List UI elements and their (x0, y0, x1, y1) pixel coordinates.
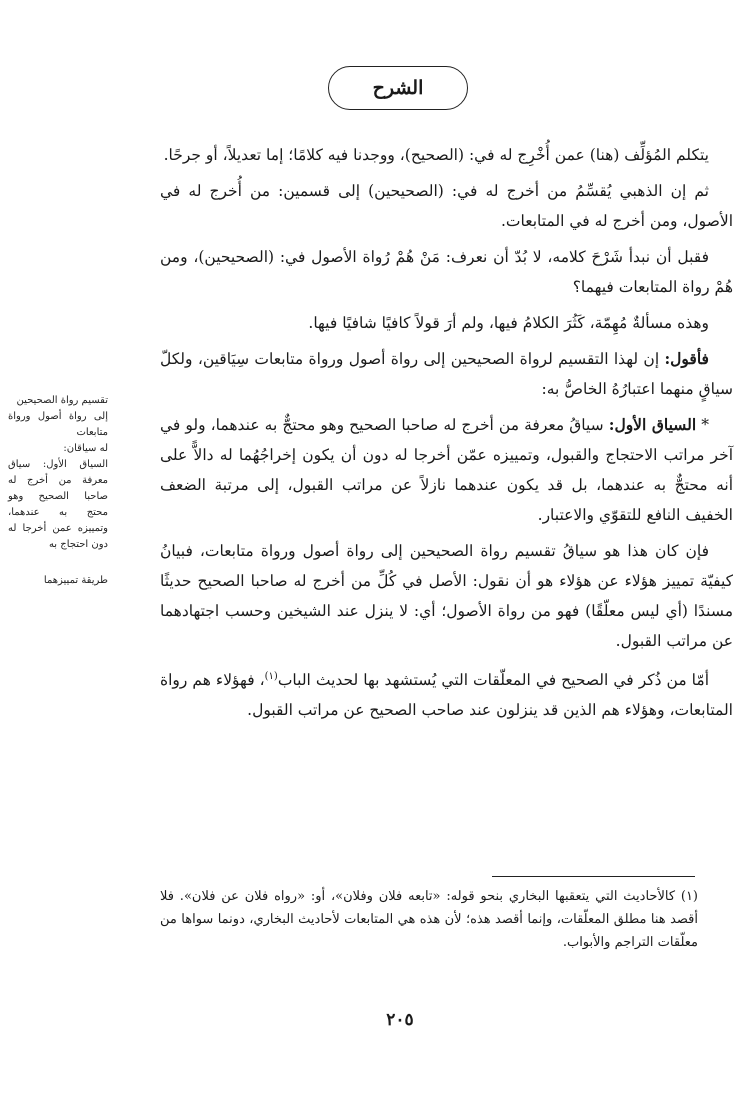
paragraph-6-body: سياقُ معرفة من أخرج له صاحبا الصحيح وهو محتجٌّ به عندهما، ولو في آخر مراتب الاحتجاج والقبول، وتمييزه عمّن أخرجا له دون أن يكون إخراجُهُما له دالاًّ على أنه محتجٌّ به عندهما، بل قد يكون عندهما نازلاً عن مراتب القبول، إلى مرتبة الضعف الخفيف النافع للتقوّي والاعتبار. (160, 416, 733, 524)
margin-note-line-1: تقسيم رواة الصحيحين (16, 395, 108, 406)
paragraph-1: يتكلم المُؤلِّف (هنا) عمن أُخْرِج له في: (الصحيح)، ووجدنا فيه كلامًا؛ إما تعديلاً، أو جرحًا. (163, 146, 709, 164)
paragraph-6 (160, 410, 733, 530)
margin-note-line-5: طريقة تمييزهما (43, 575, 108, 586)
footnote: (١) كالأحاديث التي يتعقبها البخاري بنحو قوله: «تابعه فلان وفلان»، أو: «رواه فلان عن فلان». فلا أقصد هنا مطلق المعلّقات، وإنما أقصد هذه؛ لأن هذه هي المتابعات لأحاديث البخاري، دونما سواها من معلّقات التراجم والأبواب. (160, 889, 698, 950)
margin-note (8, 393, 108, 589)
paragraph-5 (160, 344, 733, 404)
paragraph-8-b: ، فهؤلاء هم رواة المتابعات، وهؤلاء هم الذين قد ينزلون عند صاحب الصحيح عن مراتب القبول. (160, 671, 733, 720)
paragraph-2: ثم إن الذهبي يُقسِّمُ من أخرج له في: (الصحيحين) إلى قسمين: من أُخرج له في الأصول، ومن أخرج له في المتابعات. (160, 182, 733, 230)
margin-note-line-4: السياق الأول: سياق معرفة من أخرج له صاحبا الصحيح وهو محتج به عندهما، وتمييزه عمن أخرجا له دون احتجاج به (8, 459, 108, 550)
paragraph-5-lead: فأقول: (664, 349, 709, 368)
paragraph-4: وهذه مسألةٌ مُهِمّة، كَثُرَ الكلامُ فيها، ولم أرَ قولاً كافيًا شافيًا فيها. (308, 314, 709, 332)
paragraph-8-a: أمّا من ذُكر في الصحيح في المعلّقات التي يُستشهد بها لحديث الباب (277, 671, 709, 690)
paragraph-3: فقبل أن نبدأ شَرْحَ كلامه، لا بُدّ أن نعرف: مَنْ هُمْ رُواة الأصول في: (الصحيحين)، ومن هُمْ رواة المتابعات فيهما؟ (160, 248, 733, 296)
margin-note-line-3: له سياقان: (63, 443, 108, 454)
footnote-divider (492, 876, 695, 877)
paragraph-5-body: إن لهذا التقسيم لرواة الصحيحين إلى رواة أصول ورواة متابعات سِيَاقين، ولكلّ سياقٍ منهما اعتبارُهُ الخاصُّ به: (160, 350, 733, 398)
paragraph-8 (160, 662, 733, 725)
star-marker: * (701, 416, 709, 434)
paragraph-6-lead: السياق الأول: (608, 415, 697, 434)
paragraph-7: فإن كان هذا هو سياقُ تقسيم رواة الصحيحين إلى رواة أصول ورواة متابعات، فبيانُ كيفيّة تمييز هؤلاء عن هؤلاء هو أن نقول: الأصل في كُلِّ من أخرج له صاحبا الصحيح حديثًا مسندًا (أي ليس معلّقًا) فهو من رواة الأصول؛ أي: لا ينزل عند الشيخين وحسب اجتهادهما عن مراتب القبول. (160, 542, 733, 650)
section-title-frame (328, 66, 468, 110)
footnote-ref[interactable]: (١) (264, 671, 278, 682)
page-number: ٢٠٥ (386, 1010, 414, 1030)
margin-note-line-2: إلى رواة أصول ورواة متابعات (8, 411, 108, 438)
section-title: الشرح (372, 77, 424, 99)
main-text (160, 140, 733, 731)
